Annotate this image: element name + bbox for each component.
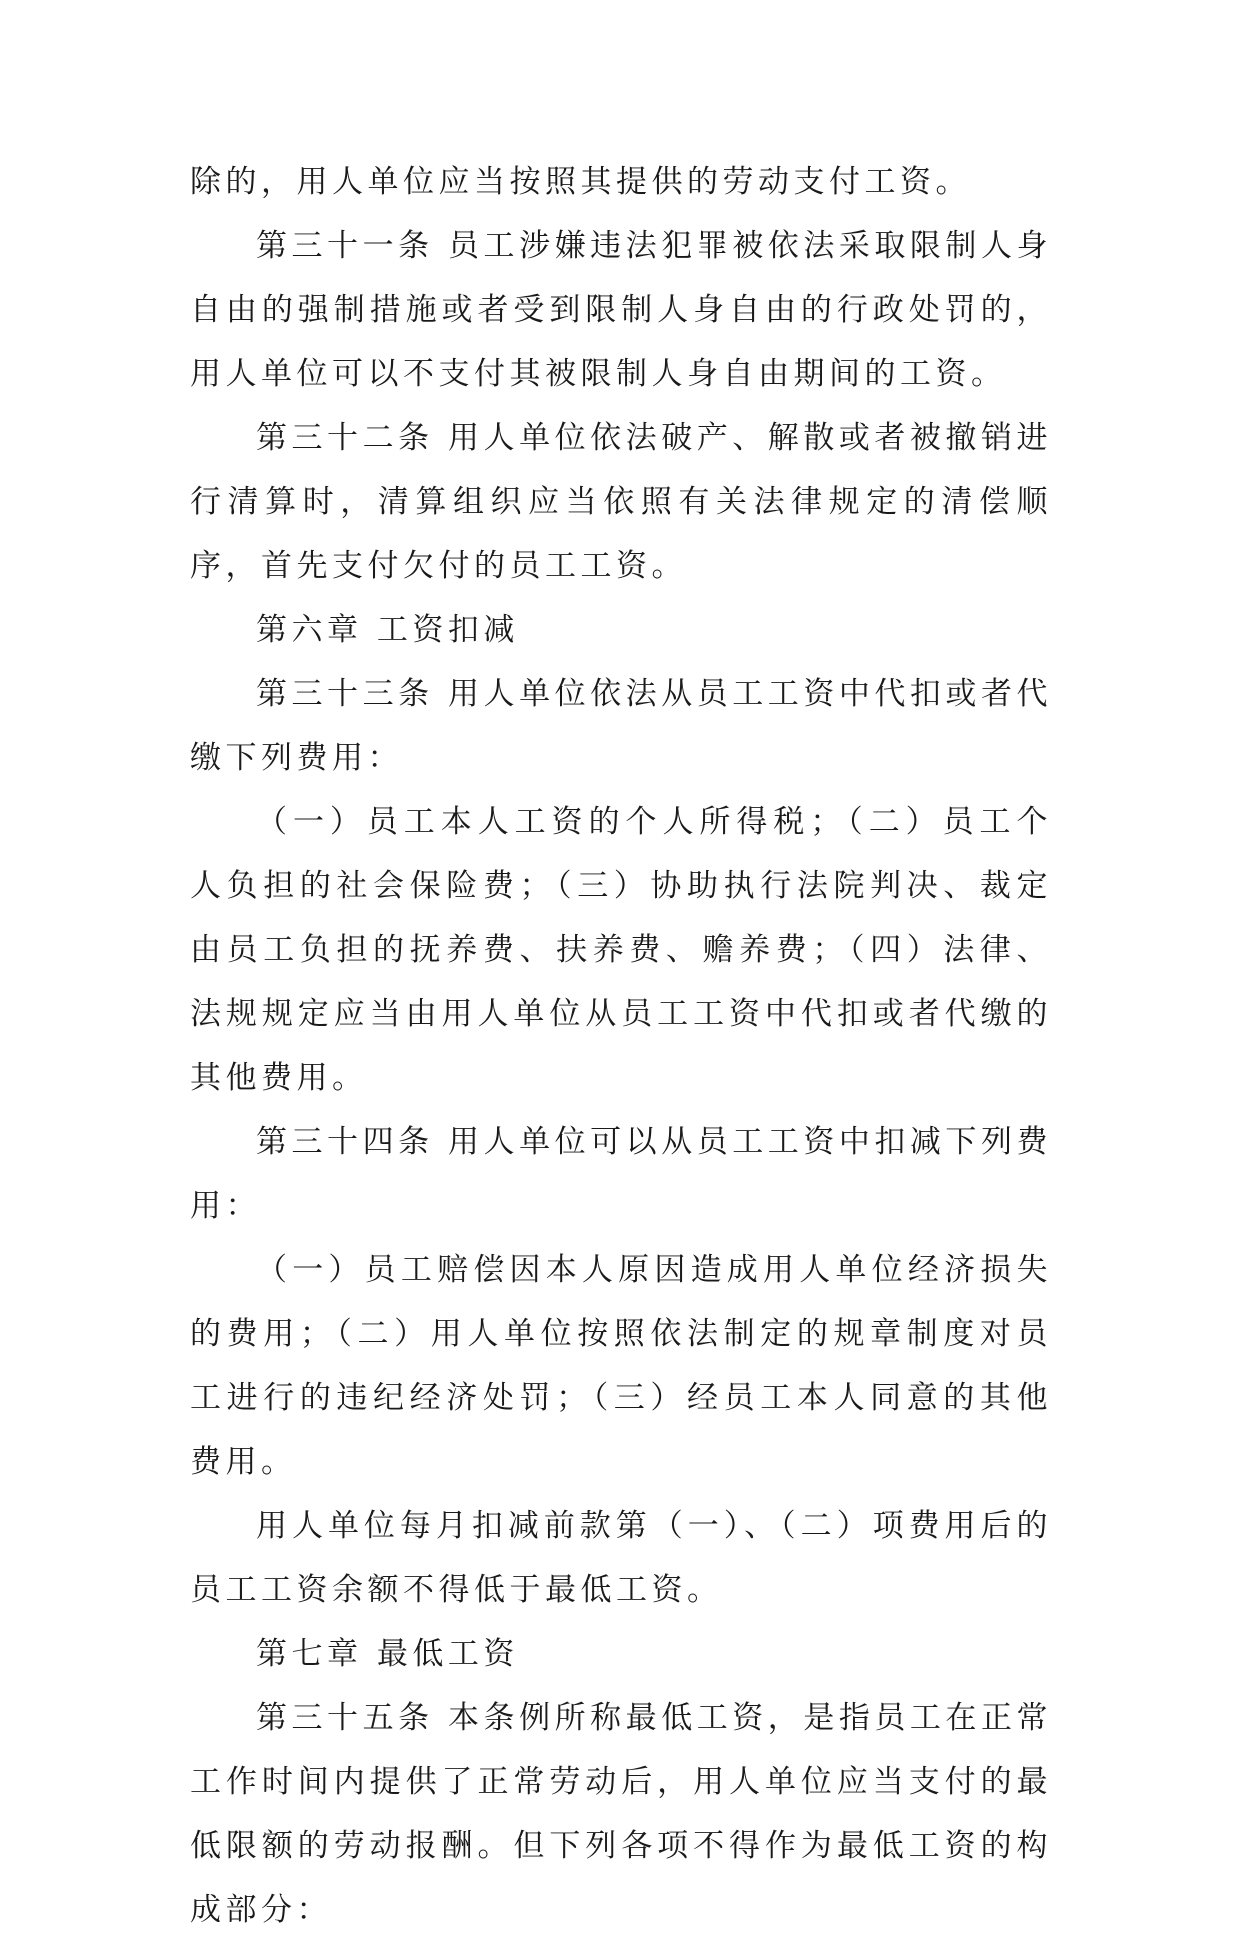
chapter-6-heading: 第六章 工资扣减 — [256, 612, 519, 648]
article-34-items: （一）员工赔偿因本人原因造成用人单位经济损失的费用；（二）用人单位按照依法制定的规章制度对员工进行的违纪经济处罚；（三）经员工本人同意的其他费用。 — [190, 1252, 1052, 1480]
article-33-items: （一）员工本人工资的个人所得税；（二）员工个人负担的社会保险费；（三）协助执行法院判决、裁定由员工负担的抚养费、扶养费、赡养费；（四）法律、法规规定应当由用人单位从员工工资中代扣或者代缴的其他费用。 — [190, 804, 1052, 1096]
chapter-7-heading: 第七章 最低工资 — [256, 1636, 519, 1672]
document-body — [190, 150, 1052, 1942]
paragraph-continuation: 除的，用人单位应当按照其提供的劳动支付工资。 — [190, 164, 971, 200]
article-34-limit: 用人单位每月扣减前款第（一）、（二）项费用后的员工工资余额不得低于最低工资。 — [190, 1508, 1052, 1608]
article-34: 第三十四条 用人单位可以从员工工资中扣减下列费用： — [190, 1124, 1052, 1224]
article-31: 第三十一条 员工涉嫌违法犯罪被依法采取限制人身自由的强制措施或者受到限制人身自由的行政处罚的，用人单位可以不支付其被限制人身自由期间的工资。 — [190, 228, 1052, 392]
article-33: 第三十三条 用人单位依法从员工工资中代扣或者代缴下列费用： — [190, 676, 1052, 776]
article-32: 第三十二条 用人单位依法破产、解散或者被撤销进行清算时，清算组织应当依照有关法律规定的清偿顺序，首先支付欠付的员工工资。 — [190, 420, 1052, 584]
article-35: 第三十五条 本条例所称最低工资，是指员工在正常工作时间内提供了正常劳动后，用人单位应当支付的最低限额的劳动报酬。但下列各项不得作为最低工资的构成部分： — [190, 1700, 1052, 1928]
